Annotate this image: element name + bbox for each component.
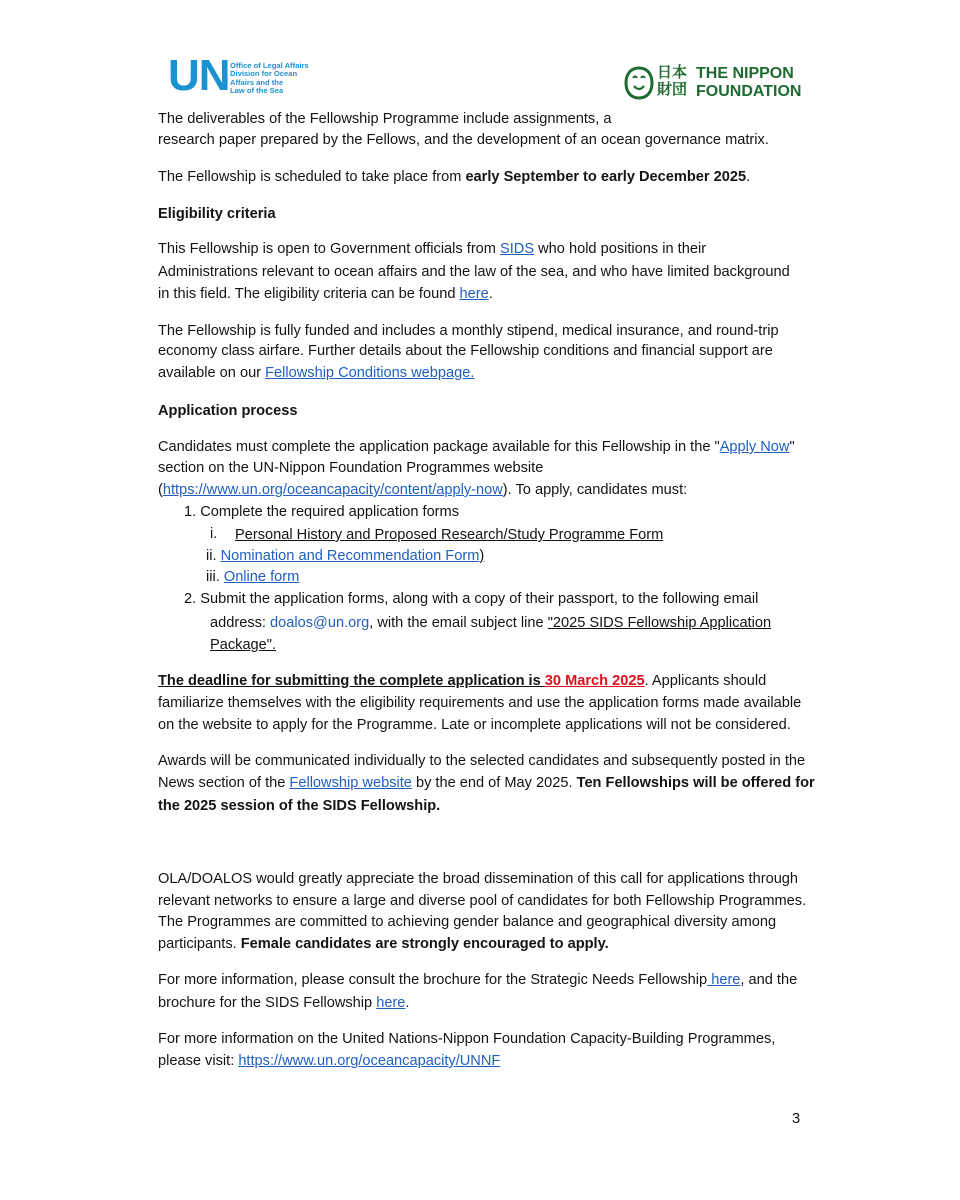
sids-brochure-link[interactable]: here: [376, 995, 406, 1011]
apply-now-link[interactable]: Apply Now: [719, 439, 790, 455]
eligibility-p2-line-1: The Fellowship is fully funded and includes a monthly stipend, medical insurance, and round-trip: [158, 323, 779, 339]
eligibility-p2-line-2: economy class airfare. Further details about the Fellowship conditions and financial support are: [158, 343, 773, 359]
apply-now-url-link[interactable]: https://www.un.org/oceancapacity/content/apply-now: [162, 482, 503, 498]
nomination-form-link[interactable]: Nomination and Recommendation Form: [220, 548, 480, 564]
awards-line-3: the 2025 session of the SIDS Fellowship.: [158, 798, 441, 814]
dissemination-line-1: OLA/DOALOS would greatly appreciate the broad dissemination of this call for applications through: [158, 871, 799, 887]
deadline-line-2: familiarize themselves with the eligibility requirements and use the application forms made available: [158, 695, 802, 711]
unnf-line-2: please visit: https://www.un.org/oceancapacity/UNNF: [158, 1053, 501, 1069]
doalos-email[interactable]: doalos@un.org: [270, 615, 370, 631]
dissemination-line-3: The Programmes are committed to achieving gender balance and geographical diversity among: [158, 914, 777, 930]
application-step-2-line-2: address: doalos@un.org, with the email subject line "2025 SIDS Fellowship Application: [210, 615, 772, 631]
page-number: 3: [792, 1111, 801, 1127]
personal-history-form-link[interactable]: Personal History and Proposed Research/Study Programme Form: [235, 527, 664, 543]
online-form-link[interactable]: Online form: [223, 569, 300, 585]
intro-line-2: research paper prepared by the Fellows, and the development of an ocean governance matrix.: [158, 132, 769, 148]
nippon-japanese-name: 日本 財団: [657, 64, 688, 98]
intro-line-1: The deliverables of the Fellowship Programme include assignments, a: [158, 111, 612, 127]
un-logo-letters: UN: [168, 51, 230, 100]
awards-line-1: Awards will be communicated individually to the selected candidates and subsequently posted in the: [158, 753, 806, 769]
email-subject-line: "2025 SIDS Fellowship Application: [547, 615, 772, 631]
application-line-2: section on the UN-Nippon Foundation Programmes website: [158, 460, 544, 476]
unnf-line-1: For more information on the United Nations-Nippon Foundation Capacity-Building Programmes,: [158, 1031, 776, 1047]
eligibility-p2-line-3: available on our Fellowship Conditions webpage.: [158, 365, 475, 381]
deadline-line-1: The deadline for submitting the complete application is 30 March 2025. Applicants should: [158, 673, 767, 689]
more-info-line-1: For more information, please consult the brochure for the Strategic Needs Fellowship here, and the: [158, 972, 798, 988]
eligibility-p1-line-1: This Fellowship is open to Government officials from SIDS who hold positions in their: [158, 241, 707, 257]
form-ii-item: ii. Nomination and Recommendation Form): [206, 548, 485, 564]
application-step-2-line-3: Package".: [210, 637, 277, 653]
un-doalos-logo: [168, 51, 318, 100]
eligibility-p1-line-3: in this field. The eligibility criteria can be found here.: [158, 286, 493, 302]
nippon-foundation-emblem-icon: [624, 66, 654, 100]
application-line-3: (https://www.un.org/oceancapacity/content/apply-now). To apply, candidates must:: [158, 482, 688, 498]
application-line-1: Candidates must complete the application package available for this Fellowship in the "Apply Now": [158, 439, 795, 455]
nippon-english-name: THE NIPPON FOUNDATION: [696, 65, 802, 100]
application-step-2: 2. Submit the application forms, along with a copy of their passport, to the following email: [184, 591, 759, 607]
dissemination-line-4: participants. Female candidates are strongly encouraged to apply.: [158, 936, 609, 952]
deadline-date: 30 March 2025: [544, 673, 645, 689]
eligibility-criteria-link[interactable]: here: [459, 286, 489, 302]
more-info-line-2: brochure for the SIDS Fellowship here.: [158, 995, 410, 1011]
fellowship-conditions-link[interactable]: Fellowship Conditions webpage.: [265, 365, 475, 381]
schedule-paragraph: The Fellowship is scheduled to take place from early September to early December 2025.: [158, 169, 751, 185]
dissemination-line-2: relevant networks to ensure a large and diverse pool of candidates for both Fellowship Programmes.: [158, 893, 807, 909]
application-step-1: 1. Complete the required application forms: [184, 504, 459, 520]
fellowship-website-link[interactable]: Fellowship website: [289, 775, 412, 791]
nippon-foundation-logo: [624, 64, 800, 104]
un-logo-subtitle: Office of Legal Affairs Division for Ocean Affairs and the Law of the Sea: [230, 61, 309, 96]
deadline-line-3: on the website to apply for the Programme. Late or incomplete applications will not be considered.: [158, 717, 791, 733]
strategic-needs-brochure-link[interactable]: here: [707, 972, 741, 988]
awards-line-2: News section of the Fellowship website by the end of May 2025. Ten Fellowships will be offered for: [158, 775, 815, 791]
unnf-website-link[interactable]: https://www.un.org/oceancapacity/UNNF: [238, 1053, 501, 1069]
form-i-number: i.: [210, 526, 218, 542]
form-iii-item: iii. Online form: [206, 569, 300, 585]
eligibility-heading: Eligibility criteria: [158, 206, 276, 222]
application-heading: Application process: [158, 403, 298, 419]
sids-link[interactable]: SIDS: [500, 241, 535, 257]
eligibility-p1-line-2: Administrations relevant to ocean affairs and the law of the sea, and who have limited background: [158, 264, 790, 280]
